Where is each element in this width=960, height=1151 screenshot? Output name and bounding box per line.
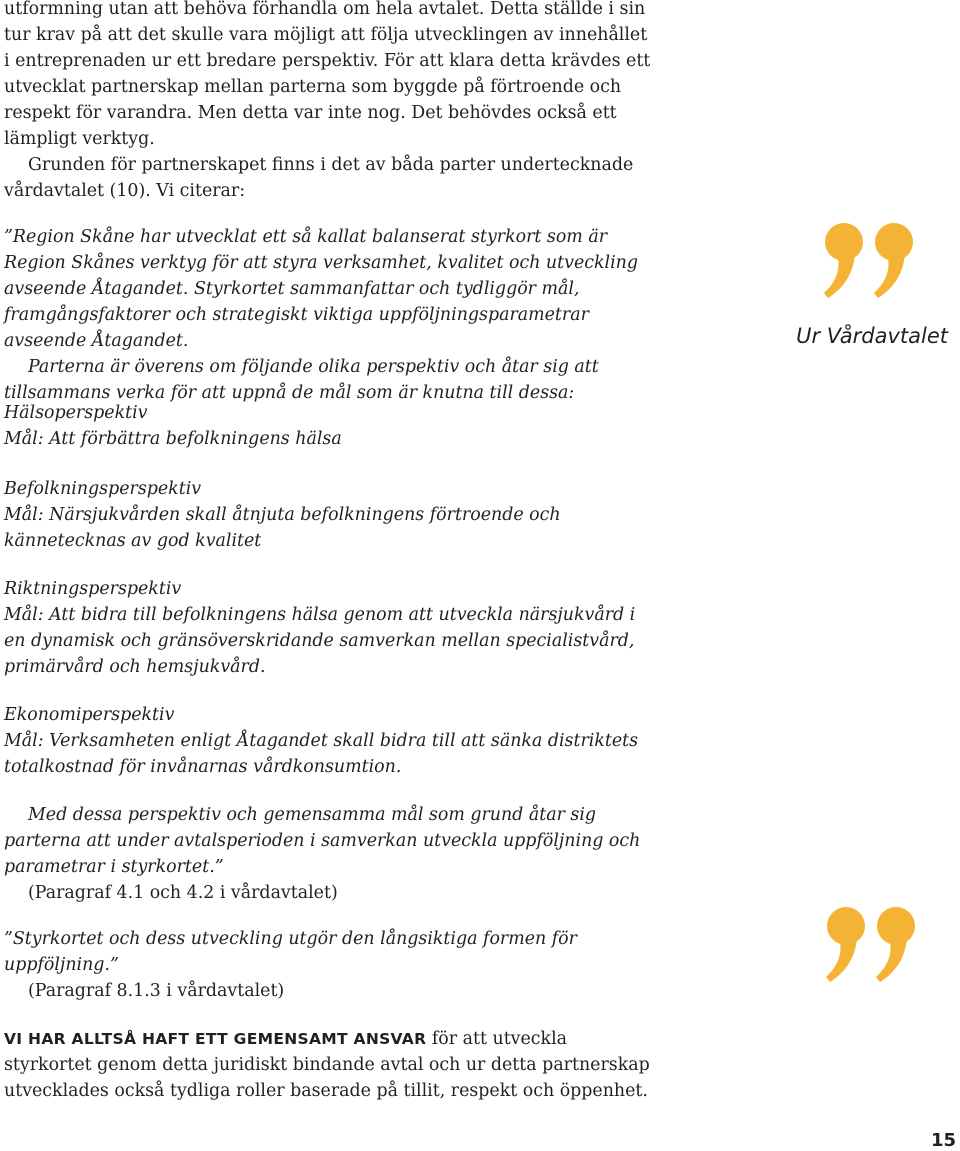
sidebar-caption: Ur Vårdavtalet [796,324,948,348]
quote-reference: (Paragraf 4.1 och 4.2 i vårdavtalet) [28,883,338,903]
conclusion-lead: VI HAR ALLTSÅ HAFT ETT GEMENSAMT ANSVAR [4,1030,427,1048]
quote-glyph-right [874,223,913,298]
quote-paragraph-1: ”Region Skåne har utvecklat ett så kallat balanserat styrkort som är Region Skånes verktyg för att styra verksamhet, kvalitet och utveckling avseende Åtagandet. Styrkortet sammanfattar och tydliggör mål, framgångsfaktorer och strategiskt viktiga uppföljningsparametrar avseende Åtagandet. [4,227,638,351]
second-quote [4,926,658,1004]
perspective-title: Befolkningsperspektiv [4,479,202,499]
conclusion-paragraph [4,1026,658,1104]
intro-paragraph-2: Grunden för partnerskapet finns i det av båda parter undertecknade vårdavtalet (10). Vi citerar: [4,155,634,201]
quote-mark-icon [822,222,918,302]
perspective-goal: Mål: Verksamheten enligt Åtagandet skall bidra till att sänka distriktets totalkostnad för invånarnas vårdkonsumtion. [4,731,639,777]
perspective-block-population [4,476,658,554]
conclusion-section [4,1026,658,1104]
quote-mark-icon-second [824,906,920,986]
perspective-title: Riktningsperspektiv [4,579,182,599]
perspective-block-health [4,400,658,452]
page-number: 15 [930,1130,956,1151]
second-quote-text: ”Styrkortet och dess utveckling utgör den långsiktiga formen för uppföljning.” [4,929,577,975]
intro-section [4,0,658,204]
perspective-goal: Mål: Att bidra till befolkningens hälsa genom att utveckla närsjukvård i en dynamisk och gränsöverskridande samverkan mellan specialistvård, primärvård och hemsjukvård. [4,605,636,677]
quote-closing: Med dessa perspektiv och gemensamma mål som grund åtar sig parterna att under avtalsperioden i samverkan utveckla uppföljning och parametrar i styrkortet.” [4,805,641,877]
perspective-block-direction [4,576,658,680]
quote-glyph-left [824,223,863,298]
quote-glyph-left [826,907,865,982]
conclusion-text: för att utveckla styrkortet genom detta juridiskt bindande avtal och ur detta partnerskap utvecklades också tydliga roller baserade på tillit, respekt och öppenhet. [4,1029,650,1101]
quote-closing-block [4,802,658,906]
perspective-title: Ekonomiperspektiv [4,705,175,725]
quote-glyph-right [876,907,915,982]
contract-quote [4,224,658,406]
second-quote-reference: (Paragraf 8.1.3 i vårdavtalet) [28,981,285,1001]
perspective-goal: Mål: Närsjukvården skall åtnjuta befolkningens förtroende och kännetecknas av god kvalitet [4,505,561,551]
intro-paragraph-1: utformning utan att behöva förhandla om hela avtalet. Detta ställde i sin tur krav på att det skulle vara möjligt att följa utvecklingen av innehållet i entreprenaden ur ett bredare perspektiv. För att klara detta krävdes ett utvecklat partnerskap mellan parterna som byggde på förtroende och respekt för varandra. Men detta var inte nog. Det behövdes också ett lämpligt verktyg. [4,0,651,149]
perspective-goal: Mål: Att förbättra befolkningens hälsa [4,429,342,449]
quote-paragraph-2: Parterna är överens om följande olika perspektiv och åtar sig att tillsammans verka för att uppnå de mål som är knutna till dessa: [4,357,599,403]
perspective-block-economy [4,702,658,780]
perspective-title: Hälsoperspektiv [4,403,148,423]
